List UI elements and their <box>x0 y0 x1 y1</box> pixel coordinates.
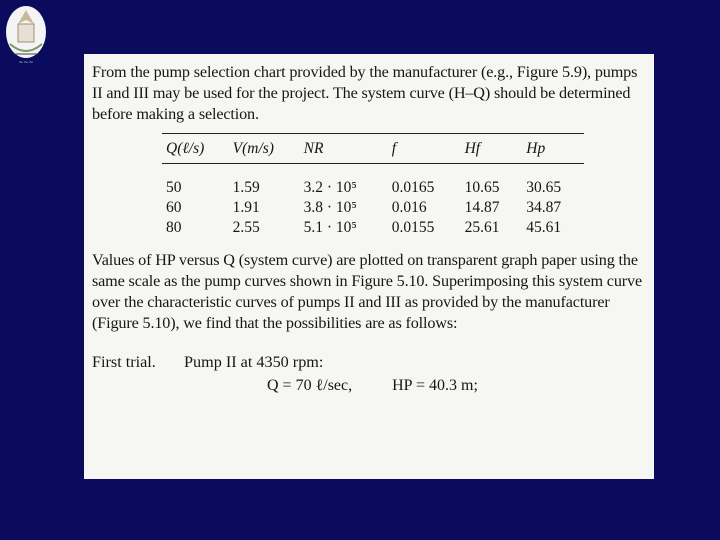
trial-equation: Q = 70 ℓ/sec, HP = 40.3 m; <box>267 377 478 394</box>
cell-hp: 34.87 <box>526 199 562 216</box>
cell-v: 1.59 <box>232 179 260 196</box>
cell-q: 50 <box>166 179 182 196</box>
cell-f: 0.0155 <box>391 219 435 236</box>
trial-label: First trial. <box>92 353 156 371</box>
intro-paragraph: From the pump selection chart provided by the manufacturer (e.g., Figure 5.9), pumps II and III may be used for the project. The system curve (H–Q) should be determined before making a selection. <box>92 63 638 123</box>
header-hf: Hf <box>461 134 523 164</box>
cell-nr: 3.8 · 10⁵ <box>303 199 357 216</box>
cell-hf: 25.61 <box>464 219 500 236</box>
table-row <box>162 164 584 199</box>
cell-hp: 45.61 <box>526 219 562 236</box>
table-row <box>162 218 584 238</box>
cell-nr: 5.1 · 10⁵ <box>303 219 357 236</box>
cell-nr: 3.2 · 10⁵ <box>303 179 357 196</box>
cell-v: 2.55 <box>232 219 260 236</box>
table-row <box>162 198 584 218</box>
trial-text: Pump II at 4350 rpm: <box>184 353 324 371</box>
cell-f: 0.016 <box>391 199 427 216</box>
header-q: Q(ℓ/s) <box>162 134 229 164</box>
cell-hf: 10.65 <box>464 179 500 196</box>
table-header-row <box>162 134 584 164</box>
cell-hp: 30.65 <box>526 179 562 196</box>
cell-v: 1.91 <box>232 199 260 216</box>
cell-q: 80 <box>166 219 182 236</box>
cell-q: 60 <box>166 199 182 216</box>
university-emblem-icon <box>4 2 48 68</box>
header-f: f <box>388 134 461 164</box>
cell-f: 0.0165 <box>391 179 435 196</box>
cell-hf: 14.87 <box>464 199 500 216</box>
header-v: V(m/s) <box>229 134 300 164</box>
system-curve-paragraph: Values of HP versus Q (system curve) are plotted on transparent graph paper using the same scale as the pump curves shown in Figure 5.10. Superimposing this system curve over the characteristic curves of pumps II and III as provided by the manufacturer (Figure 5.10), we find that the possibilities are as follows: <box>92 251 642 332</box>
header-nr: NR <box>300 134 388 164</box>
first-trial-block <box>92 350 646 398</box>
pump-data-table <box>162 133 584 238</box>
document-page <box>84 54 654 479</box>
svg-text:~~~: ~~~ <box>18 59 34 66</box>
header-hp: Hp <box>522 134 584 164</box>
